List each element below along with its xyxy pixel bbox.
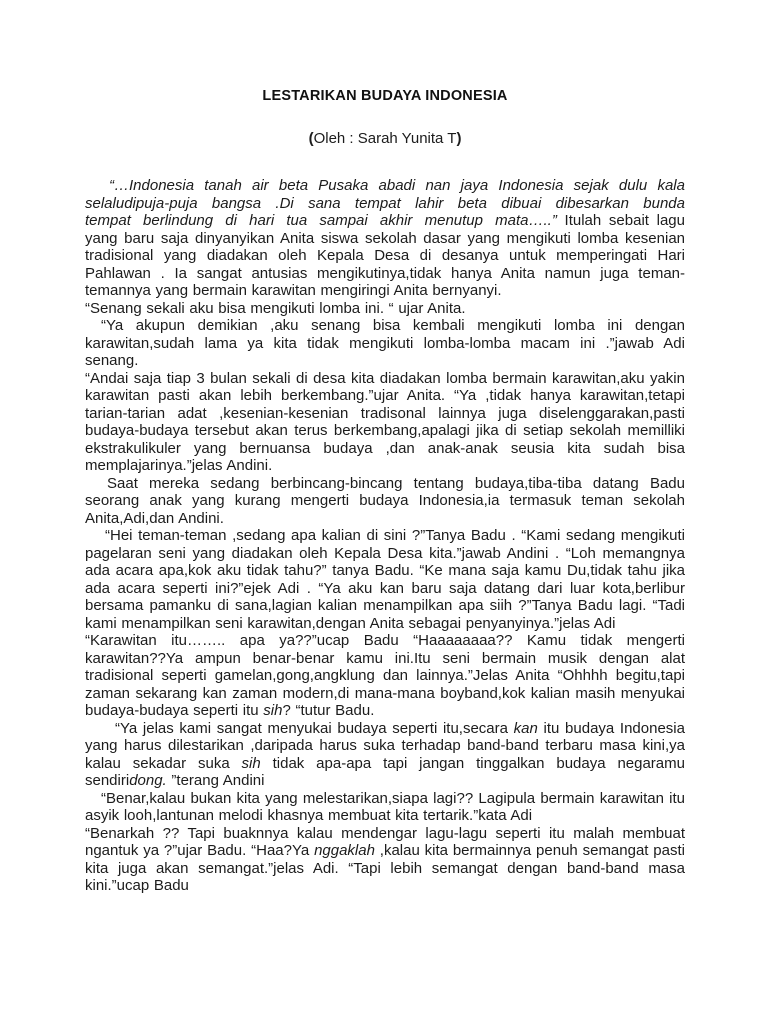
text-segment: Itulah sebait lagu yang baru saja dinyanyikan Anita siswa sekolah dasar yang mengikuti lomba kesenian tradisional yang diadakan oleh Kepala Desa di desanya untuk memperingati Hari Pahlawan . Ia sangat antusias mengikutinya,tidak hanya Anita namun juga teman-temannya yang bermain karawitan mengiringi Anita bernyanyi. — [85, 212, 685, 299]
text-segment: itu budaya Indonesia yang harus dilestarikan ,daripada harus suka terhadap band-band terbaru masa kini,ya kalau sekadar suka — [85, 719, 685, 772]
text-segment: “Ya akupun demikian ,aku senang bisa kembali mengikuti lomba ini dengan karawitan,sudah lama ya kita tidak mengikuti lomba-lomba macam ini .”jawab Adi senang. — [85, 317, 685, 369]
italic-text-segment: “…Indonesia tanah air beta Pusaka abadi nan jaya Indonesia sejak dulu kala selaludipuja-puja bangsa .Di sana tempat lahir beta dibuai dibesarkan bunda tempat berlindung di hari tua sampai akhir menutup mata…..” — [85, 177, 685, 229]
document-byline — [85, 130, 685, 147]
italic-text-segment: kan — [513, 719, 538, 737]
text-segment: “Karawitan itu…….. apa ya??”ucap Badu “Haaaaaaaa?? Kamu tidak mengerti karawitan??Ya ampun benar-benar kamu ini.Itu seni bermain musik dengan alat tradisional seperti gamelan,gong,angklung dan lainnya.”Jelas Anita “Ohhhh begitu,tapi zaman sekarang kan zaman modern,di mana-mana boyband,kok kalian masih menyukai budaya-budaya seperti itu — [85, 632, 685, 719]
paragraph — [85, 370, 685, 475]
text-segment: “Senang sekali aku bisa mengikuti lomba ini. “ ujar Anita. — [85, 299, 466, 317]
paragraph — [85, 177, 685, 300]
italic-text-segment: sih — [241, 754, 261, 772]
text-segment: Saat mereka sedang berbincang-bincang tentang budaya,tiba-tiba datang Badu seorang anak yang kurang mengerti budaya Indonesia,ia termasuk teman sekolah Anita,Adi,dan Andini. — [85, 474, 685, 527]
text-segment: “Benarkah ?? Tapi buaknnya kalau mendengar lagu-lagu seperti itu malah membuat ngantuk ya ?”ujar Badu. “Haa?Ya — [85, 824, 685, 859]
paragraph — [85, 300, 685, 318]
italic-text-segment: nggaklah — [314, 842, 375, 859]
text-segment: ,kalau kita bermainnya penuh semangat pasti kita juga akan semangat.”jelas Adi. “Tapi lebih semangat dengan band-band masa kini.”ucap Badu — [85, 842, 685, 894]
byline-author-text: Oleh : Sarah Yunita T — [313, 130, 457, 147]
italic-text-segment: dong. — [129, 772, 167, 789]
text-segment: “Andai saja tiap 3 bulan sekali di desa kita diadakan lomba bermain karawitan,aku yakin karawitan pasti akan lebih berkembang.”ujar Anita. “Ya ,tidak hanya karawitan,tetapi tarian-tarian adat ,kesenian-kesenian tradisonal lainnya juga diselenggarakan,pasti budaya-budaya tersebut akan terus berkembang,apalagi jika di setiap sekolah memilliki ekstrakulikuler yang bernuansa budaya ,dan anak-anak seusia kita sudah bisa memplajarinya.”jelas Andini. — [85, 369, 685, 474]
document-body — [85, 177, 685, 895]
byline-close-paren: ) — [456, 130, 462, 147]
byline-open-paren: ( — [308, 130, 314, 147]
italic-text-segment: sih — [263, 702, 283, 719]
text-segment: tidak apa-apa tapi jangan tinggalkan budaya negaramu sendiri — [85, 754, 685, 789]
paragraph — [85, 317, 685, 370]
paragraph — [85, 720, 685, 790]
text-segment: “Ya jelas kami sangat menyukai budaya seperti itu,secara — [115, 719, 514, 737]
paragraph — [85, 527, 685, 632]
text-segment: “Hei teman-teman ,sedang apa kalian di sini ?”Tanya Badu . “Kami sedang mengikuti pagelaran seni yang diadakan oleh Kepala Desa kita.”jawab Andini . “Loh memangnya ada acara apa,kok aku tidak tahu?” tanya Badu. “Ke mana saja kamu Du,tidak tahu jika ada acara seperti ini?”ejek Adi . “Ya aku kan baru saja datang dari luar kota,berlibur bersama pamanku di sana,lagian kalian menampilkan apa siih ?”Tanya Badu lagi. “Tadi kami menampilkan seni karawitan,dengan Anita sebagai penyanyinya.”jelas Adi — [85, 527, 685, 632]
paragraph — [85, 825, 685, 895]
text-segment: “Benar,kalau bukan kita yang melestarikan,siapa lagi?? Lagipula bermain karawitan itu asyik looh,lantunan melodi khasnya membuat kita tertarik.”kata Adi — [85, 789, 685, 824]
paragraph — [85, 475, 685, 528]
text-segment: ? “tutur Badu. — [282, 702, 375, 719]
paragraph — [85, 632, 685, 720]
document-title: LESTARIKAN BUDAYA INDONESIA — [262, 88, 508, 104]
paragraph — [85, 790, 685, 825]
text-segment: ”terang Andini — [166, 772, 265, 789]
